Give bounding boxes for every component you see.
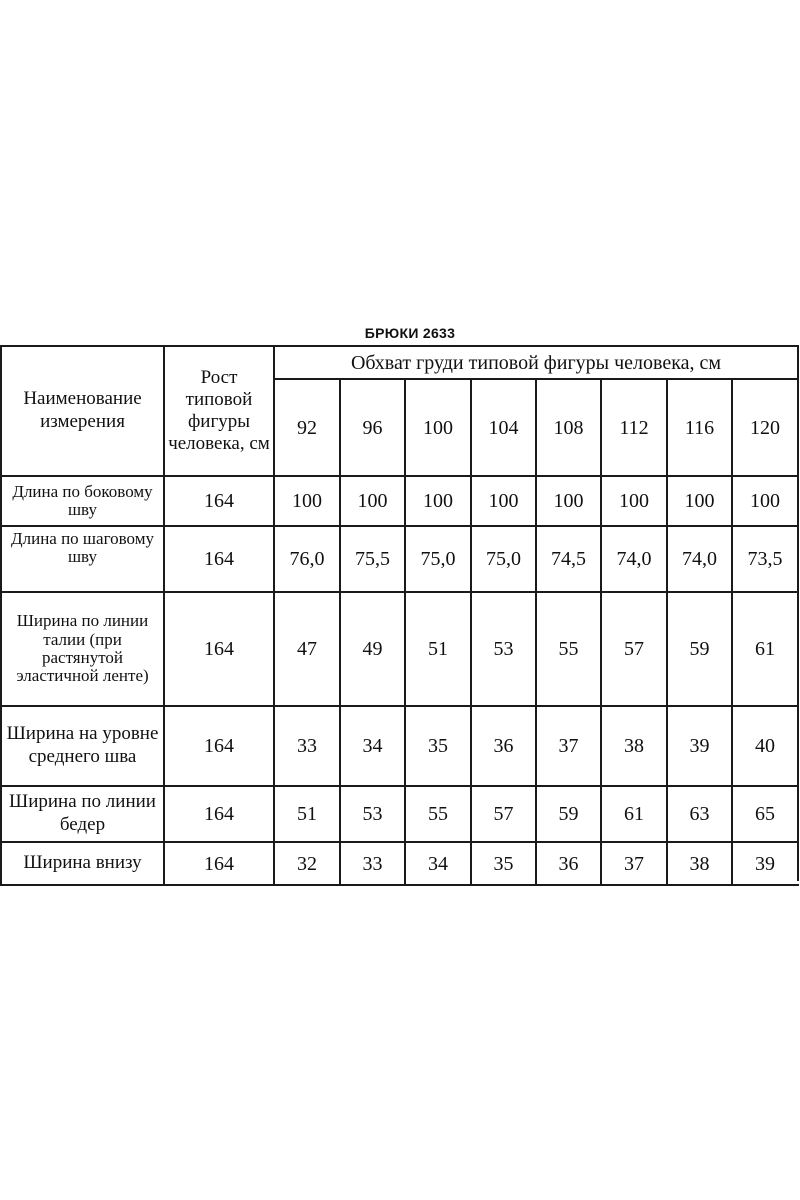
- row-growth-cell: 164: [164, 786, 274, 842]
- size-chart-table: [0, 345, 799, 886]
- row-growth-cell: 164: [164, 476, 274, 526]
- table-row: [1, 706, 798, 786]
- value-cell: 74,5: [536, 526, 601, 592]
- value-cell: 55: [536, 592, 601, 706]
- document-title: БРЮКИ 2633: [364, 325, 456, 341]
- value-cell: 100: [667, 476, 732, 526]
- value-cell: 100: [601, 476, 667, 526]
- value-cell: 100: [340, 476, 405, 526]
- value-cell: 35: [405, 706, 471, 786]
- table-row: [1, 592, 798, 706]
- size-header-cell: 96: [340, 379, 405, 476]
- value-cell: 55: [405, 786, 471, 842]
- value-cell: 53: [340, 786, 405, 842]
- value-cell: 74,0: [601, 526, 667, 592]
- size-header-cell: 112: [601, 379, 667, 476]
- value-cell: 59: [536, 786, 601, 842]
- header-growth-cell: Рост типовой фигуры человека, см: [164, 346, 274, 476]
- value-cell: 57: [601, 592, 667, 706]
- row-name-cell: Ширина по линии талии (при растянутой эластичной ленте): [1, 592, 164, 706]
- value-cell: 100: [274, 476, 340, 526]
- value-cell: 36: [536, 842, 601, 885]
- value-cell: 32: [274, 842, 340, 885]
- value-cell: 57: [471, 786, 536, 842]
- value-cell: 75,5: [340, 526, 405, 592]
- value-cell: 100: [471, 476, 536, 526]
- value-cell: 51: [274, 786, 340, 842]
- value-cell: 33: [340, 842, 405, 885]
- size-header-cell: 104: [471, 379, 536, 476]
- value-cell: 61: [601, 786, 667, 842]
- value-cell: 34: [405, 842, 471, 885]
- value-cell: 39: [732, 842, 798, 885]
- table-row: [1, 786, 798, 842]
- size-header-cell: 108: [536, 379, 601, 476]
- size-header-cell: 120: [732, 379, 798, 476]
- table-row: [1, 526, 798, 592]
- value-cell: 61: [732, 592, 798, 706]
- value-cell: 51: [405, 592, 471, 706]
- value-cell: 100: [732, 476, 798, 526]
- value-cell: 76,0: [274, 526, 340, 592]
- value-cell: 39: [667, 706, 732, 786]
- row-name-cell: Ширина внизу: [1, 842, 164, 885]
- value-cell: 47: [274, 592, 340, 706]
- row-growth-cell: 164: [164, 706, 274, 786]
- header-name-cell: Наименование измерения: [1, 346, 164, 476]
- value-cell: 74,0: [667, 526, 732, 592]
- table-row: [1, 842, 798, 885]
- value-cell: 49: [340, 592, 405, 706]
- header-row-top: [1, 346, 798, 379]
- table-row: [1, 476, 798, 526]
- value-cell: 53: [471, 592, 536, 706]
- row-growth-cell: 164: [164, 842, 274, 885]
- value-cell: 38: [667, 842, 732, 885]
- value-cell: 100: [405, 476, 471, 526]
- value-cell: 34: [340, 706, 405, 786]
- value-cell: 75,0: [471, 526, 536, 592]
- row-name-cell: [1, 526, 164, 592]
- value-cell: 37: [536, 706, 601, 786]
- size-header-cell: 116: [667, 379, 732, 476]
- row-name-cell: Ширина на уровне среднего шва: [1, 706, 164, 786]
- value-cell: 73,5: [732, 526, 798, 592]
- row-name-text: Длина по шаговому шву: [11, 530, 154, 567]
- header-chest-cell: Обхват груди типовой фигуры человека, см: [274, 346, 798, 379]
- row-growth-cell: 164: [164, 526, 274, 592]
- value-cell: 36: [471, 706, 536, 786]
- value-cell: 63: [667, 786, 732, 842]
- value-cell: 100: [536, 476, 601, 526]
- value-cell: 65: [732, 786, 798, 842]
- value-cell: 75,0: [405, 526, 471, 592]
- value-cell: 35: [471, 842, 536, 885]
- value-cell: 37: [601, 842, 667, 885]
- value-cell: 59: [667, 592, 732, 706]
- size-header-cell: 92: [274, 379, 340, 476]
- value-cell: 38: [601, 706, 667, 786]
- row-name-cell: Ширина по линии бедер: [1, 786, 164, 842]
- size-header-cell: 100: [405, 379, 471, 476]
- row-name-cell: Длина по боковому шву: [1, 476, 164, 526]
- value-cell: 33: [274, 706, 340, 786]
- row-growth-cell: 164: [164, 592, 274, 706]
- value-cell: 40: [732, 706, 798, 786]
- table-right-edge-line: [797, 345, 799, 881]
